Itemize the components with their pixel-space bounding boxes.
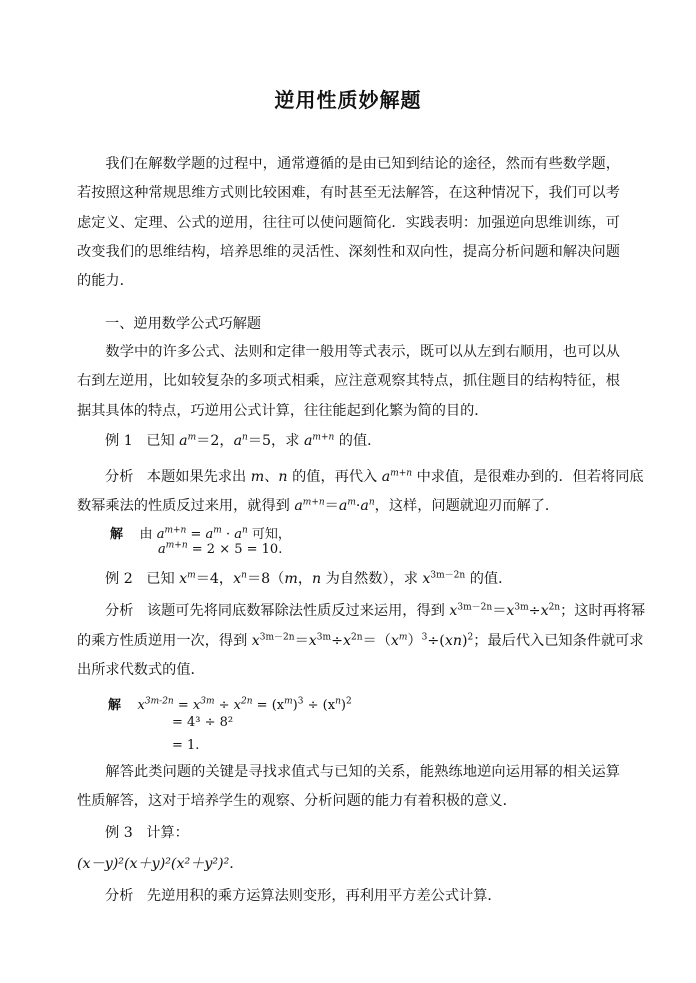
example-1-question: 例 1 已知 $a^m=2$，$a^n=5$，求 $a^{m+n}$ 的值． bbox=[105, 432, 382, 449]
section-paragraph: 数学中的许多公式、法则和定律一般用等式表示，既可以从左到右顺用，也可以从右到左逆用，比如较复杂的多项式相乘，应注意观察其特点，抓住题目的结构特征，根据其具体的特点，巧逆用公式计算，往往能起到化繁为简的目的． bbox=[77, 344, 620, 419]
example-1-analysis-line-2: 数幂乘法的性质反过来用，就得到 $a^{m+n}=a^m\cdot a^n$，这样，问题就迎刃而解了． bbox=[77, 497, 560, 514]
example-3-question: 例 3 计算： bbox=[105, 825, 189, 841]
intro-paragraph: 我们在解数学题的过程中，通常遵循的是由已知到结论的途径，然而有些数学题，若按照这种常规思维方式则比较困难，有时甚至无法解答，在这种情况下，我们可以考虑定义、定理、公式的逆用，往往可以使问题简化．实践表明：加强逆向思维训练，可改变我们的思维结构，培养思维的灵活性、深刻性和双向性，提高分析问题和解决问题的能力． bbox=[77, 156, 620, 290]
example-2-solution-line-3: = 1. bbox=[172, 738, 200, 753]
example-label: 例 1 bbox=[105, 433, 133, 449]
example-1-solution-line-1: 解 由 $a^{m+n} = a^m \cdot a^n$ 可知， bbox=[110, 525, 291, 542]
example-2-solution-line-1: 解 $x^{3m-2n} = x^{3m} \div x^{2n} = (x^m)^3 \div (x^n)^2$ bbox=[108, 696, 352, 713]
example-2-analysis-line-3: 出所求代数式的值． bbox=[77, 662, 205, 678]
example-2-question: 例 2 已知 $x^m=4$，$x^n=8(m$，n 为自然数），求 $x^{3m-2n}$ 的值． bbox=[105, 570, 513, 587]
example-2-analysis-line-2: 的乘方性质逆用一次，得到 $x^{3m-2n}=x^{3m}\div x^{2n}=(x^m)^3\div(xn)^2$；最后代入已知条件就可求 bbox=[77, 632, 644, 649]
page-title: 逆用性质妙解题 bbox=[274, 88, 422, 112]
conclusion-paragraph: 解答此类问题的关键是寻找求值式与已知的关系，能熟练地逆向运用幂的相关运算性质解答，这对于培养学生的观察、分析问题的能力有着积极的意义． bbox=[77, 764, 620, 810]
example-1-solution-line-2: $a^{m+n} = 2 \times 5 = 10$. bbox=[158, 540, 283, 557]
example-label: 例 3 bbox=[105, 825, 133, 841]
example-1-analysis-line-1: 分析 本题如果先求出 m、n 的值，再代入 $a^{m+n}$ 中求值，是很难办到的．但若将同底 bbox=[105, 468, 644, 485]
example-2-analysis-line-1: 分析 该题可先将同底数幂除法性质反过来运用，得到 $x^{3m-2n}=x^{3m}\div x^{2n}$；这时再将幂 bbox=[105, 602, 646, 619]
example-label: 例 2 bbox=[105, 571, 133, 587]
example-3-expression: (x－y)²(x＋y)²(x²＋y²)². bbox=[77, 856, 234, 872]
example-2-solution-line-2: = 4³ ÷ 8² bbox=[172, 715, 234, 730]
example-3-analysis: 分析 先逆用积的乘方运算法则变形，再利用平方差公式计算． bbox=[105, 888, 502, 904]
section-heading: 一、逆用数学公式巧解题 bbox=[105, 316, 262, 332]
